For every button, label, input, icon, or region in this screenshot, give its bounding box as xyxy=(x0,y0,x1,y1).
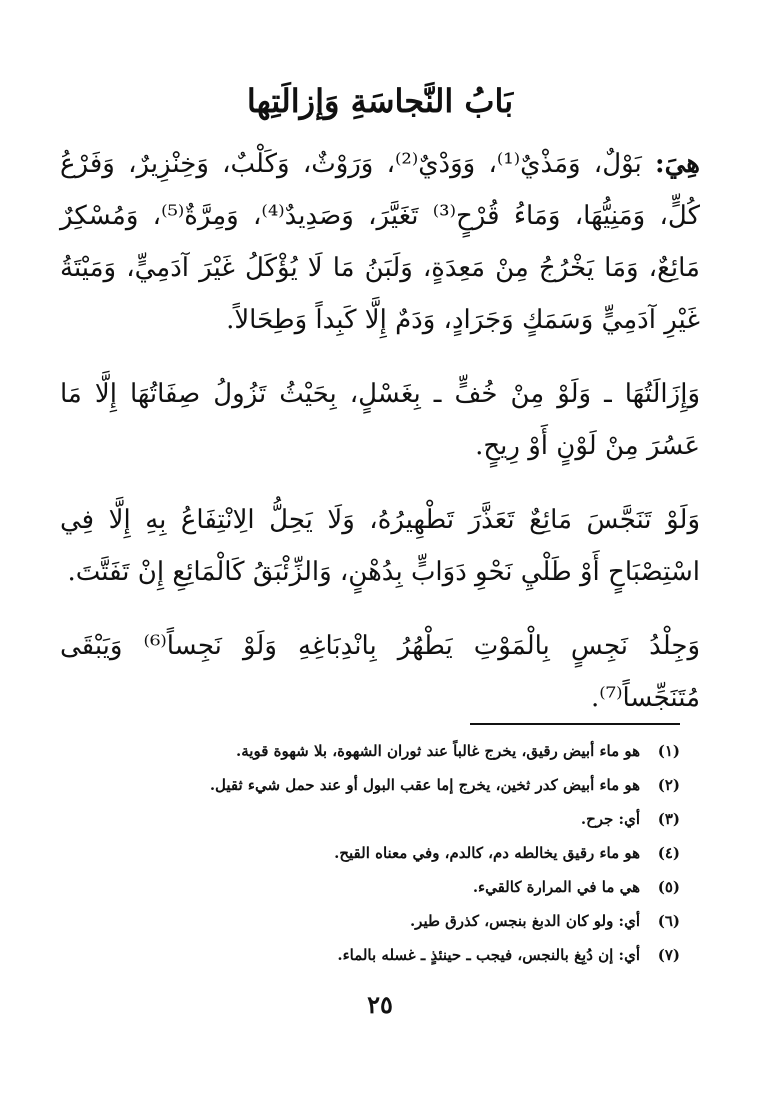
paragraph-2 xyxy=(60,368,700,472)
footnote-number: (٢) xyxy=(657,776,680,794)
footnote-text: أي: إن دُبِغ بالنجس، فيجب ـ حينئذٍ ـ غسله بالماء. xyxy=(337,946,640,964)
footnote-number: (٤) xyxy=(657,844,680,862)
footnote-number: (٥) xyxy=(657,878,680,896)
page-number: ٢٥ xyxy=(367,990,393,1019)
paragraph-text: وَجِلْدُ نَجِسٍ بِالْمَوْتِ يَطْهُرُ بِانْدِبَاغِهِ وَلَوْ نَجِساً⁽⁶⁾ وَيَبْقَى مُتَنَجِّساً⁽⁷⁾. xyxy=(60,631,700,713)
footnote-item xyxy=(60,734,680,768)
paragraph-text: وَإِزَالَتُهَا ـ وَلَوْ مِنْ خُفٍّ ـ بِغَسْلٍ، بِحَيْثُ تَزُولُ صِفَاتُهَا إِلَّا مَا عَسُرَ مِنْ لَوْنٍ أَوْ رِيحٍ. xyxy=(60,379,700,461)
footnote-item xyxy=(60,836,680,870)
footnote-number: (٦) xyxy=(657,912,680,930)
paragraph-4 xyxy=(60,620,700,724)
footnote-number: (١) xyxy=(657,742,680,760)
footnote-item xyxy=(60,870,680,904)
footnote-item xyxy=(60,768,680,802)
paragraph-1 xyxy=(60,138,700,346)
footnote-item xyxy=(60,904,680,938)
footnotes xyxy=(60,734,680,972)
paragraph-lead: هِيَ: xyxy=(655,149,700,179)
footnote-item xyxy=(60,938,680,972)
paragraph-text: بَوْلٌ، وَمَذْيٌ⁽¹⁾، وَوَدْيٌ⁽²⁾، وَرَوْثٌ، وَكَلْبٌ، وَخِنْزِيرٌ، وَفَرْعُ كُلٍّ، وَمَنِيُّهَا، وَمَاءُ قُرْحٍ⁽³⁾ تَغَيَّرَ، وَصَدِيدٌ⁽⁴⁾، وَمِرَّةٌ⁽⁵⁾، وَمُسْكِرٌ مَائِعٌ، وَمَا يَخْرُجُ مِنْ مَعِدَةٍ، وَلَبَنُ مَا لَا يُؤْكَلُ غَيْرَ آدَمِيٍّ، وَمَيْتَةُ غَيْرِ آدَمِيٍّ وَسَمَكٍ وَجَرَادٍ، وَدَمٌ إِلَّا كَبِداً وَطِحَالاً. xyxy=(60,149,700,335)
footnote-text: أي: جرح. xyxy=(580,810,640,828)
footnote-text: هو ماء رقيق يخالطه دم، كالدم، وفي معناه القيح. xyxy=(334,844,640,862)
footnote-item xyxy=(60,802,680,836)
chapter-title: بَابُ النَّجاسَةِ وَإزالَتِها xyxy=(246,82,514,120)
footnote-separator xyxy=(470,723,680,725)
footnote-number: (٧) xyxy=(657,946,680,964)
footnote-text: هي ما في المرارة كالقيء. xyxy=(472,878,640,896)
paragraph-text: وَلَوْ تَنَجَّسَ مَائِعٌ تَعَذَّرَ تَطْهِيرُهُ، وَلَا يَحِلُّ الِانْتِفَاعُ بِهِ إِلَّا فِي اسْتِصْبَاحٍ أَوْ طَلْيِ نَحْوِ دَوَابٍّ بِدُهْنٍ، وَالزِّئْبَقُ كَالْمَائِعِ إِنْ تَفَتَّتَ. xyxy=(60,505,700,587)
paragraph-3 xyxy=(60,494,700,598)
footnote-text: هو ماء أبيض رقيق، يخرج غالباً عند ثوران الشهوة، بلا شهوة قوية. xyxy=(236,742,640,760)
footnote-text: هو ماء أبيض كدر ثخين، يخرج إما عقب البول أو عند حمل شيء ثقيل. xyxy=(209,776,640,794)
footnote-text: أي: ولو كان الدبغ بنجس، كذرق طير. xyxy=(409,912,640,930)
footnote-number: (٣) xyxy=(657,810,680,828)
